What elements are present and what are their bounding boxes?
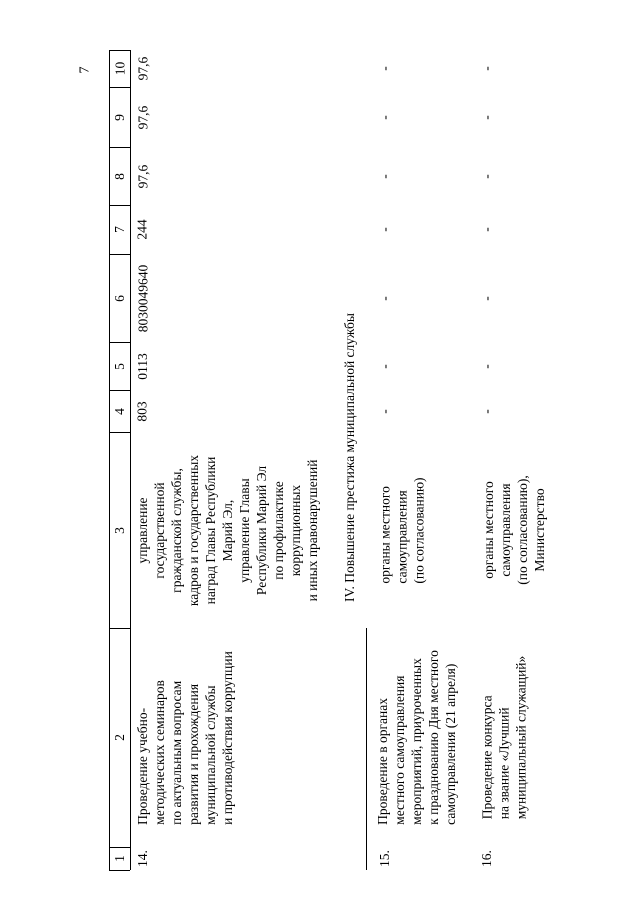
row-15-c6: - [377,295,392,301]
header-col-9: 9 [112,113,127,121]
row-14-c6: 8030049640 [135,264,150,332]
row-16-executor: органы местного самоуправления (по согласованию), Министерство [481,475,548,585]
header-col-1: 1 [112,855,127,862]
header-col-7: 7 [112,226,127,233]
row-14-executor: управление государственной гражданской службы, кадров и государственных наград Главы Республики Марий Эл, управление Главы Республики Марий Эл по профилактике коррупционных и иных правонарушений [135,454,320,606]
row-15-c10: - [377,66,392,71]
header-col-6: 6 [112,294,127,302]
row-16-c9: - [479,114,494,120]
row-14-c8: 97,6 [135,164,150,188]
header-col-8: 8 [112,172,127,180]
header-col-2: 2 [112,734,127,741]
row-14-event: Проведение учебно- методических семинаров по актуальным вопросам развития и прохождения муниципальной службы и противодействия коррупции [135,650,236,825]
row-15-c4: - [377,408,392,414]
row-15-c9: - [377,114,392,120]
row-14-c4: 803 [135,400,150,422]
header-col-10: 10 [112,61,127,76]
row-15-event: Проведение в органах местного самоуправления мероприятий, приуроченных к празднованию Дня местного самоуправления (21 апреля) [374,650,458,825]
row-14-c9: 97,6 [135,105,150,129]
row-16-event: Проведение конкурса на звание «Лучший муниципальный служащий» [479,655,529,820]
row-16-c4: - [479,408,494,414]
header-col-4: 4 [112,407,127,415]
row-16-c6: - [479,295,494,301]
row-14-num: 14. [135,850,150,867]
row-16-c7: - [479,227,494,232]
row-15-executor: органы местного самоуправления (по согласованию) [377,476,427,584]
row-16-c8: - [479,173,494,179]
table-bottom-rule [109,870,130,871]
row-15-c7: - [377,227,392,232]
header-col-3: 3 [112,526,127,534]
row-15-c8: - [377,173,392,179]
row-15-c5: - [377,363,392,369]
row-16-c10: - [479,66,494,71]
row-14-c10: 97,6 [135,56,150,81]
header-col-5: 5 [112,362,127,370]
row-sep-14-15 [366,628,367,870]
row-15-num: 15. [377,850,392,867]
row-14-c5: 0113 [135,352,150,380]
row-14-c7: 244 [135,219,150,240]
page-number: 7 [77,66,93,74]
section-heading: IV. Повышение престижа муниципальной службы [341,312,357,602]
row-16-c5: - [479,363,494,369]
row-16-num: 16. [479,850,494,867]
